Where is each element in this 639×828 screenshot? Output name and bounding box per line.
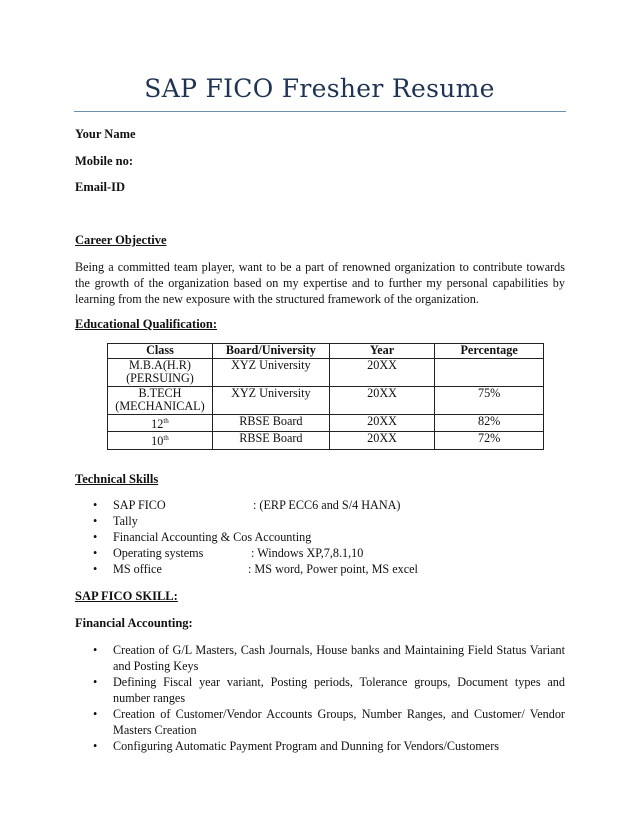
list-item bbox=[93, 642, 565, 674]
list-item bbox=[93, 513, 418, 529]
technical-skills-heading: Technical Skills bbox=[75, 472, 159, 486]
cell-class bbox=[108, 414, 213, 432]
bullet-icon: • bbox=[93, 675, 98, 689]
cell-year: 20XX bbox=[329, 386, 435, 414]
cell-percentage: 82% bbox=[435, 414, 544, 432]
cell-year: 20XX bbox=[329, 432, 435, 450]
list-item bbox=[93, 674, 565, 706]
sap-fico-skill-heading: SAP FICO SKILL: bbox=[75, 589, 178, 603]
class-suffix: th bbox=[163, 434, 169, 443]
resume-title: SAP FICO Fresher Resume bbox=[144, 74, 495, 103]
list-item bbox=[93, 738, 565, 754]
cell-year: 20XX bbox=[329, 358, 435, 386]
cell-board: XYZ University bbox=[212, 358, 329, 386]
column-header: Board/University bbox=[212, 344, 329, 359]
cell-class bbox=[108, 358, 213, 386]
skill-label: Financial Accounting & Cos Accounting bbox=[113, 530, 312, 544]
bullet-icon: • bbox=[93, 530, 98, 544]
table-header-row bbox=[108, 344, 544, 359]
skill-label: SAP FICO bbox=[113, 498, 166, 512]
list-item bbox=[93, 497, 418, 513]
column-header: Year bbox=[329, 344, 435, 359]
list-item bbox=[93, 545, 418, 561]
career-objective-heading: Career Objective bbox=[75, 233, 167, 247]
cell-year: 20XX bbox=[329, 414, 435, 432]
column-header: Percentage bbox=[435, 344, 544, 359]
skill-value: : MS word, Power point, MS excel bbox=[248, 562, 418, 576]
skill-value: : (ERP ECC6 and S/4 HANA) bbox=[253, 498, 401, 512]
bullet-icon: • bbox=[93, 498, 98, 512]
bullet-icon: • bbox=[93, 707, 98, 721]
table-row bbox=[108, 386, 544, 414]
contact-name: Your Name bbox=[75, 127, 136, 141]
bullet-icon: • bbox=[93, 643, 98, 657]
class-line: M.B.A(H.R) bbox=[128, 357, 191, 372]
class-number: 10 bbox=[151, 434, 164, 449]
contact-email: Email-ID bbox=[75, 180, 125, 194]
list-item bbox=[93, 561, 418, 577]
cell-percentage bbox=[435, 358, 544, 386]
financial-accounting-heading: Financial Accounting: bbox=[75, 616, 193, 630]
cell-board: RBSE Board bbox=[212, 432, 329, 450]
technical-skills-list bbox=[93, 497, 418, 577]
class-suffix: th bbox=[163, 416, 169, 425]
contact-mobile: Mobile no: bbox=[75, 154, 133, 168]
skill-text: Configuring Automatic Payment Program and Dunning for Vendors/Customers bbox=[113, 739, 500, 753]
bullet-icon: • bbox=[93, 562, 98, 576]
bullet-icon: • bbox=[93, 514, 98, 528]
class-number: 12 bbox=[151, 416, 164, 431]
skill-text: Creation of Customer/Vendor Accounts Groups, Number Ranges, and Customer/ Vendor Masters Creation bbox=[113, 707, 565, 737]
cell-board: XYZ University bbox=[212, 386, 329, 414]
skill-label: Operating systems bbox=[113, 546, 204, 560]
table-row bbox=[108, 414, 544, 432]
cell-percentage: 72% bbox=[435, 432, 544, 450]
class-line: (PERSUING) bbox=[126, 371, 194, 385]
column-header: Class bbox=[108, 344, 213, 359]
cell-class bbox=[108, 386, 213, 414]
class-line: B.TECH bbox=[138, 385, 182, 400]
skill-label: MS office bbox=[113, 562, 162, 576]
table-row bbox=[108, 358, 544, 386]
bullet-icon: • bbox=[93, 546, 98, 560]
fico-skills-list bbox=[93, 642, 565, 754]
list-item bbox=[93, 706, 565, 738]
skill-text: Creation of G/L Masters, Cash Journals, House banks and Maintaining Field Status Variant and Posting Keys bbox=[113, 643, 565, 673]
skill-text: Defining Fiscal year variant, Posting periods, Tolerance groups, Document types and number ranges bbox=[113, 675, 565, 705]
cell-class bbox=[108, 432, 213, 450]
education-table bbox=[107, 343, 544, 450]
career-objective-text: Being a committed team player, want to be a part of renowned organization to contribute towards the growth of the organization based on my expertise and to further my personal capabilities by learning from the new exposure with the structured framework of the organization. bbox=[75, 260, 565, 306]
education-heading: Educational Qualification: bbox=[75, 317, 218, 331]
cell-percentage: 75% bbox=[435, 386, 544, 414]
title-rule bbox=[74, 111, 566, 112]
bullet-icon: • bbox=[93, 739, 98, 753]
skill-value: : Windows XP,7,8.1,10 bbox=[251, 546, 364, 560]
list-item bbox=[93, 529, 418, 545]
skill-label: Tally bbox=[113, 514, 138, 528]
table-row bbox=[108, 432, 544, 450]
cell-board: RBSE Board bbox=[212, 414, 329, 432]
class-line: (MECHANICAL) bbox=[115, 399, 205, 413]
